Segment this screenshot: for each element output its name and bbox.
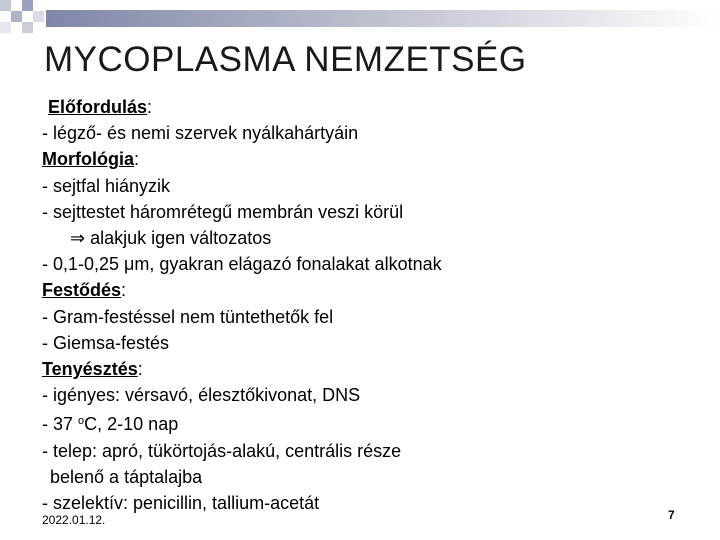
page-number: 7 [668, 508, 675, 522]
section-festodes [42, 277, 682, 303]
section-elofordulas [42, 94, 682, 120]
body-line: - légző- és nemi szervek nyálkahártyáin [42, 123, 359, 144]
colon: : [121, 280, 127, 301]
body-text: C, 2-10 nap [84, 414, 179, 435]
section-morfologia [42, 146, 682, 172]
body-line: - 0,1-0,25 μm, gyakran elágazó fonalakat alkotnak [42, 254, 442, 275]
body-line: - Gram-festéssel nem tüntethetők fel [42, 306, 334, 327]
body-line: - igényes: vérsavó, élesztőkivonat, DNS [42, 385, 361, 406]
header-decoration [0, 0, 720, 40]
colon: : [134, 149, 140, 170]
colon: : [147, 97, 153, 117]
degree-superscript: o [78, 415, 85, 428]
body-line: belenő a táptalajba [50, 466, 203, 487]
slide-title: MYCOPLASMA NEMZETSÉG [44, 40, 527, 79]
body-line: - sejtfal hiányzik [42, 175, 171, 196]
section-label: Morfológia [42, 149, 134, 170]
section-label: Előfordulás [48, 97, 148, 117]
section-label: Festődés [42, 280, 122, 301]
body-line: - sejttestet háromrétegű membrán veszi körül [42, 201, 404, 222]
body-line: - Giemsa-festés [42, 332, 170, 353]
body-text: - 37 [42, 414, 79, 435]
body-line: - szelektív: penicillin, tallium-acetát [42, 493, 320, 514]
body-line: - telep: apró, tükörtojás-alakú, centrális része [42, 440, 402, 461]
section-tenyesztes [42, 356, 682, 382]
body-line [42, 408, 682, 437]
slide-body [42, 94, 682, 516]
implies-arrow-icon: ⇒ [70, 228, 86, 249]
section-label: Tenyésztés [42, 359, 138, 380]
body-text: alakjuk igen változatos [90, 228, 272, 249]
colon: : [137, 359, 143, 380]
body-line [42, 225, 682, 251]
footer-date: 2022.01.12. [42, 513, 106, 527]
